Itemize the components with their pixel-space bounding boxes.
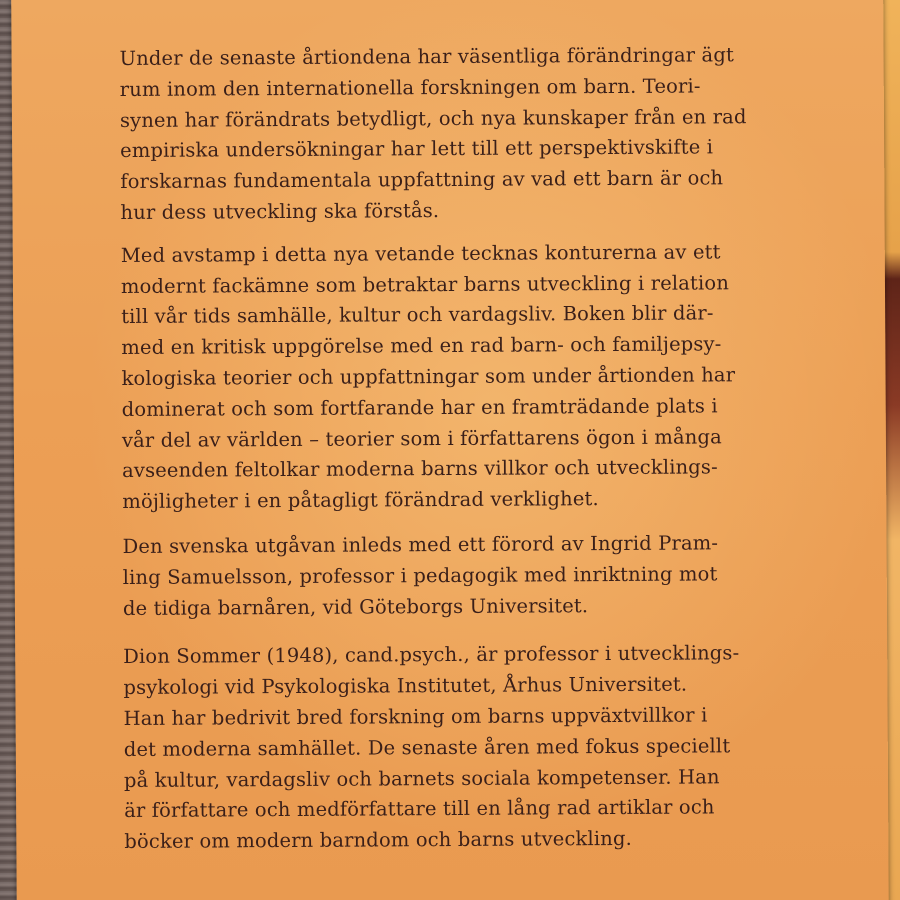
text-line: de tidiga barnåren, vid Göteborgs Universitet. bbox=[122, 593, 589, 620]
book-back-cover bbox=[11, 0, 889, 900]
text-line: Under de senaste årtiondena har väsentliga förändringar ägt bbox=[119, 43, 734, 71]
blurb-text bbox=[119, 40, 789, 870]
paragraph-author-bio bbox=[123, 638, 789, 858]
text-line: böcker om modern barndom och barns utveckling. bbox=[124, 827, 633, 854]
text-line: avseenden feltolkar moderna barns villkor och utvecklings- bbox=[122, 455, 718, 483]
text-line: rum inom den internationella forskningen om barn. Teori- bbox=[119, 74, 701, 101]
text-line: dominerat och som fortfarande har en framträdande plats i bbox=[121, 394, 718, 421]
paragraph-foreword bbox=[122, 528, 788, 624]
text-line: vår del av världen – teorier som i författarens ögon i många bbox=[121, 424, 722, 452]
text-line: psykologi vid Psykologiska Institutet, Århus Universitet. bbox=[123, 672, 688, 700]
text-line: möjligheter i en påtagligt förändrad verklighet. bbox=[122, 487, 599, 514]
text-line: empiriska undersökningar har lett till ett perspektivskifte i bbox=[120, 135, 714, 163]
paragraph-book-summary bbox=[121, 237, 788, 518]
text-line: kologiska teorier och uppfattningar som under årtionden har bbox=[121, 363, 736, 390]
text-line: till vår tids samhälle, kultur och vardagsliv. Boken blir där- bbox=[121, 301, 714, 329]
text-line: Dion Sommer (1948), cand.psych., är professor i utvecklings- bbox=[123, 641, 740, 669]
text-line: hur dess utveckling ska förstås. bbox=[120, 199, 440, 224]
text-line: modernt fackämne som betraktar barns utveckling i relation bbox=[120, 270, 730, 298]
text-line: är författare och medförfattare till en lång rad artiklar och bbox=[124, 795, 715, 823]
text-line: forskarnas fundamentala uppfattning av vad ett barn är och bbox=[120, 166, 724, 194]
text-line: på kultur, vardagsliv och barnets sociala kompetenser. Han bbox=[123, 764, 720, 792]
text-line: det moderna samhället. De senaste åren med fokus speciellt bbox=[123, 734, 731, 761]
paragraph-intro bbox=[119, 40, 785, 229]
text-line: med en kritisk uppgörelse med en rad barn- och familjepsy- bbox=[121, 332, 722, 360]
text-line: Med avstamp i detta nya vetande tecknas konturerna av ett bbox=[120, 240, 721, 267]
text-line: ling Samuelsson, professor i pedagogik med inriktning mot bbox=[122, 562, 718, 589]
text-line: synen har förändrats betydligt, och nya kunskaper från en rad bbox=[119, 104, 747, 132]
text-line: Han har bedrivit bred forskning om barns uppväxtvillkor i bbox=[123, 703, 708, 730]
text-line: Den svenska utgåvan inleds med ett förord av Ingrid Pram- bbox=[122, 531, 719, 558]
